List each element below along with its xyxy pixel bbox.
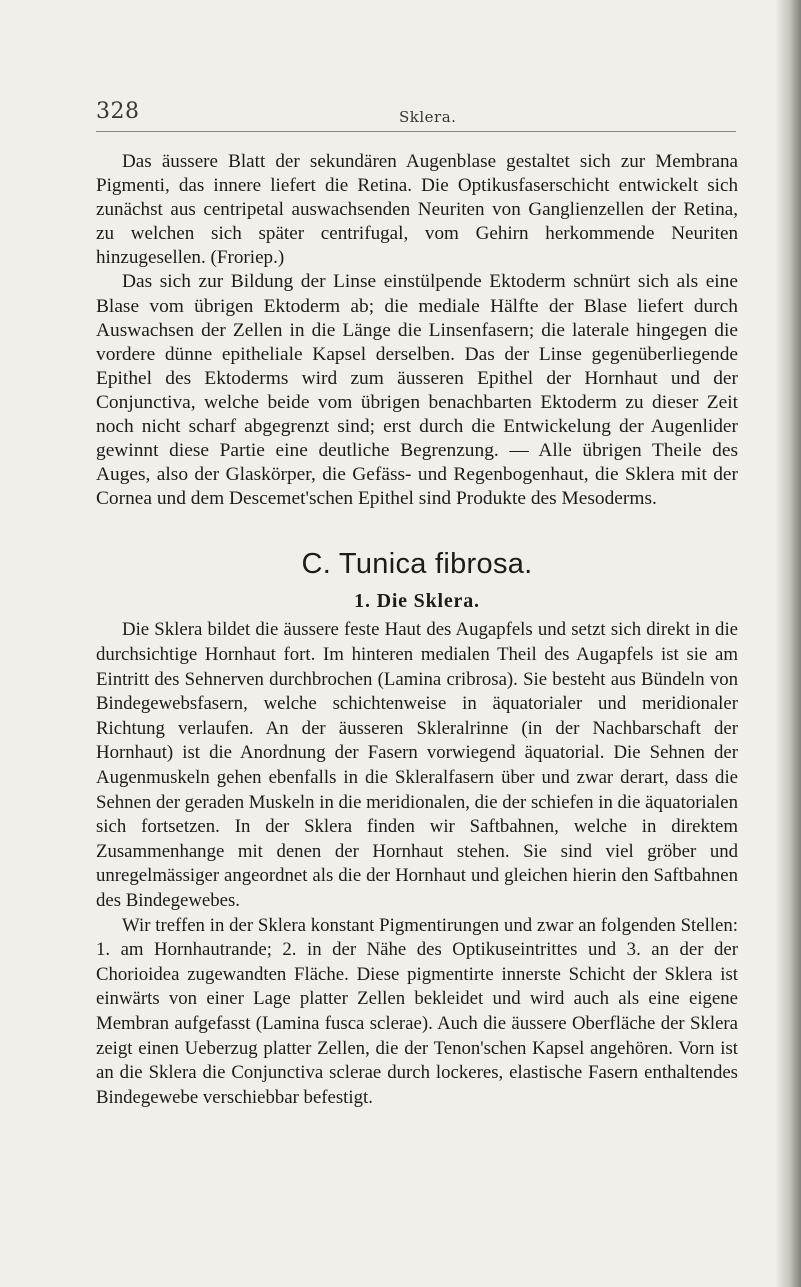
running-head: Sklera. <box>399 108 457 126</box>
paragraph-sklera-2: Wir treffen in der Sklera konstant Pigmentirungen und zwar an folgenden Stellen: 1. am Hornhautrande; 2. in der Nähe des Optikuseintrittes und 3. an der der Chorioidea zugewandten Fläche. Diese pigmentirte innerste Schicht der Sklera ist einwärts von einer Lage platter Zellen bekleidet und wird auch als eine eigene Membran aufgefasst (Lamina fusca sclerae). Auch die äussere Oberfläche der Sklera zeigt einen Ueberzug platter Zellen, die der Tenon'schen Kapsel angehören. Vorn ist an die Sklera die Conjunctiva sclerae durch lockeres, elastische Fasern enthaltendes Bindegewebe verschiebbar befestigt. <box>96 914 738 1108</box>
subsection-heading: 1. Die Sklera. <box>354 590 480 613</box>
page-body <box>96 150 738 1110</box>
paragraph-intro-2: Das sich zur Bildung der Linse einstülpende Ektoderm schnürt sich als eine Blase vom übrigen Ektoderm ab; die mediale Hälfte der Blase liefert durch Auswachsen der Zellen in die Länge die Linsenfasern; die laterale hingegen die vordere dünne epitheliale Kapsel derselben. Das der Linse gegenüberliegende Epithel des Ektoderms wird zum äusseren Epithel der Hornhaut und der Conjunctiva, welche beide vom übrigen benachbarten Ektoderm zu dieser Zeit noch nicht scharf abgegrenzt sind; erst durch die Entwickelung der Augenlider gewinnt diese Partie eine deutliche Begrenzung. — Alle übrigen Theile des Auges, also der Glaskörper, die Gefäss- und Regenbogenhaut, die Sklera mit der Cornea und dem Descemet'schen Epithel sind Produkte des Mesoderms. <box>96 271 738 510</box>
page-number: 328 <box>96 99 140 124</box>
section-heading: C. Tunica fibrosa. <box>301 548 533 581</box>
header-rule <box>96 131 736 132</box>
paragraph-intro-1: Das äussere Blatt der sekundären Augenblase gestaltet sich zur Membrana Pigmenti, das innere liefert die Retina. Die Optikusfaserschicht entwickelt sich zunächst aus centripetal auswachsenden Neuriten von Ganglienzellen der Retina, zu welchen sich später centrifugal, vom Gehirn herkommende Neuriten hinzugesellen. (Froriep.) <box>96 151 738 269</box>
paragraph-sklera-1: Die Sklera bildet die äussere feste Haut des Augapfels und setzt sich direkt in die durchsichtige Hornhaut fort. Im hinteren medialen Theil des Augapfels ist sie am Eintritt des Sehnerven durchbrochen (Lamina cribrosa). Sie besteht aus Bündeln von Bindegewebsfasern, welche schichtenweise in äquatorialer und meridionaler Richtung verlaufen. An der äusseren Skleralrinne (in der Nachbarschaft der Hornhaut) ist die Anordnung der Fasern vorwiegend äquatorial. Die Sehnen der Augenmuskeln gehen ebenfalls in die Skleralfasern über und zwar derart, dass die Sehnen der geraden Muskeln in die meridionalen, die der schiefen in die äquatorialen sich fortsetzen. In der Sklera finden wir Saftbahnen, welche in direktem Zusammenhange mit denen der Hornhaut stehen. Sie sind viel gröber und unregelmässiger angeordnet als die der Hornhaut und gleichen hierin den Saftbahnen des Bindegewebes. <box>96 619 738 911</box>
page-edge-shadow <box>775 0 801 1287</box>
page-header <box>96 99 726 129</box>
